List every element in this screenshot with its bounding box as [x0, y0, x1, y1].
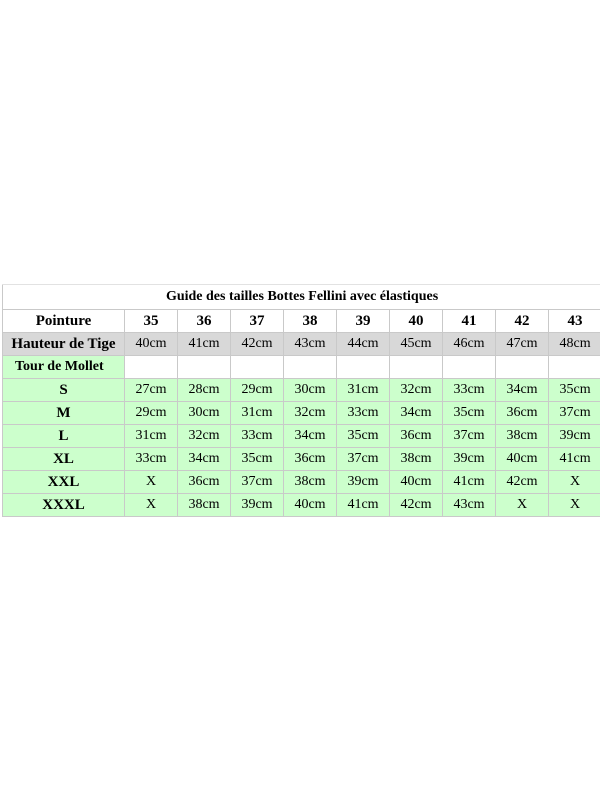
- calf-measure-cell: X: [549, 494, 600, 517]
- pointure-size-cell: 38: [284, 310, 337, 333]
- calf-size-row: [3, 425, 600, 448]
- calf-size-label: XXL: [3, 471, 125, 494]
- size-table: [2, 284, 600, 517]
- calf-measure-cell: 33cm: [337, 402, 390, 425]
- calf-measure-cell: 28cm: [178, 379, 231, 402]
- shaft-height-cell: 44cm: [337, 333, 390, 356]
- shaft-height-cell: 45cm: [390, 333, 443, 356]
- calf-measure-cell: 31cm: [125, 425, 178, 448]
- calf-measure-cell: 33cm: [231, 425, 284, 448]
- calf-measure-cell: X: [125, 471, 178, 494]
- shaft-height-label: Hauteur de Tige: [3, 333, 125, 356]
- calf-measure-cell: 32cm: [284, 402, 337, 425]
- calf-measure-cell: 39cm: [549, 425, 600, 448]
- shaft-height-cell: 40cm: [125, 333, 178, 356]
- calf-size-row: [3, 402, 600, 425]
- size-table-body: [3, 285, 600, 517]
- calf-measure-cell: 35cm: [549, 379, 600, 402]
- calf-measure-cell: 34cm: [284, 425, 337, 448]
- calf-measure-cell: 43cm: [443, 494, 496, 517]
- calf-measure-cell: 36cm: [496, 402, 549, 425]
- pointure-label: Pointure: [3, 310, 125, 333]
- calf-measure-cell: 36cm: [178, 471, 231, 494]
- pointure-size-cell: 36: [178, 310, 231, 333]
- calf-measure-cell: 29cm: [231, 379, 284, 402]
- calf-measure-cell: 40cm: [284, 494, 337, 517]
- calf-measure-cell: 38cm: [390, 448, 443, 471]
- calf-measure-cell: 34cm: [178, 448, 231, 471]
- calf-header-empty-cell: [125, 356, 178, 379]
- calf-header-empty-cell: [443, 356, 496, 379]
- pointure-row: [3, 310, 600, 333]
- calf-header-empty-cell: [496, 356, 549, 379]
- calf-measure-cell: 29cm: [125, 402, 178, 425]
- calf-header-empty-cell: [284, 356, 337, 379]
- shaft-height-cell: 41cm: [178, 333, 231, 356]
- calf-measure-cell: 35cm: [231, 448, 284, 471]
- calf-measure-cell: 33cm: [125, 448, 178, 471]
- calf-measure-cell: 42cm: [390, 494, 443, 517]
- calf-size-label: S: [3, 379, 125, 402]
- calf-measure-cell: 41cm: [443, 471, 496, 494]
- calf-measure-cell: 35cm: [443, 402, 496, 425]
- calf-measure-cell: 27cm: [125, 379, 178, 402]
- calf-measure-cell: 37cm: [443, 425, 496, 448]
- calf-measure-cell: 37cm: [231, 471, 284, 494]
- calf-label: Tour de Mollet: [3, 356, 125, 379]
- pointure-size-cell: 35: [125, 310, 178, 333]
- calf-measure-cell: 42cm: [496, 471, 549, 494]
- calf-size-row: [3, 471, 600, 494]
- calf-measure-cell: 31cm: [337, 379, 390, 402]
- shaft-height-cell: 47cm: [496, 333, 549, 356]
- calf-measure-cell: 30cm: [284, 379, 337, 402]
- calf-header-empty-cell: [178, 356, 231, 379]
- calf-measure-cell: 39cm: [443, 448, 496, 471]
- calf-measure-cell: 30cm: [178, 402, 231, 425]
- size-guide: [2, 284, 600, 517]
- shaft-height-cell: 46cm: [443, 333, 496, 356]
- calf-measure-cell: 34cm: [496, 379, 549, 402]
- calf-size-row: [3, 379, 600, 402]
- calf-header-empty-cell: [337, 356, 390, 379]
- calf-measure-cell: 40cm: [496, 448, 549, 471]
- title-row: [3, 285, 600, 310]
- calf-measure-cell: 41cm: [337, 494, 390, 517]
- calf-size-row: [3, 448, 600, 471]
- calf-measure-cell: 40cm: [390, 471, 443, 494]
- shaft-height-cell: 48cm: [549, 333, 600, 356]
- calf-measure-cell: 38cm: [284, 471, 337, 494]
- calf-measure-cell: 31cm: [231, 402, 284, 425]
- shaft-height-cell: 43cm: [284, 333, 337, 356]
- shaft-height-cell: 42cm: [231, 333, 284, 356]
- pointure-size-cell: 40: [390, 310, 443, 333]
- calf-measure-cell: 38cm: [178, 494, 231, 517]
- pointure-size-cell: 43: [549, 310, 600, 333]
- calf-measure-cell: 41cm: [549, 448, 600, 471]
- calf-size-row: [3, 494, 600, 517]
- calf-size-label: M: [3, 402, 125, 425]
- pointure-size-cell: 39: [337, 310, 390, 333]
- calf-header-empty-cell: [231, 356, 284, 379]
- calf-measure-cell: 37cm: [549, 402, 600, 425]
- calf-size-label: L: [3, 425, 125, 448]
- table-title: Guide des tailles Bottes Fellini avec élastiques: [3, 285, 600, 310]
- pointure-size-cell: 41: [443, 310, 496, 333]
- pointure-size-cell: 42: [496, 310, 549, 333]
- calf-measure-cell: X: [125, 494, 178, 517]
- calf-measure-cell: 36cm: [390, 425, 443, 448]
- calf-measure-cell: 39cm: [337, 471, 390, 494]
- calf-measure-cell: 34cm: [390, 402, 443, 425]
- calf-measure-cell: X: [496, 494, 549, 517]
- calf-measure-cell: 35cm: [337, 425, 390, 448]
- calf-header-empty-cell: [390, 356, 443, 379]
- calf-measure-cell: 38cm: [496, 425, 549, 448]
- calf-size-label: XL: [3, 448, 125, 471]
- calf-measure-cell: 39cm: [231, 494, 284, 517]
- calf-measure-cell: 32cm: [390, 379, 443, 402]
- calf-measure-cell: X: [549, 471, 600, 494]
- calf-measure-cell: 37cm: [337, 448, 390, 471]
- shaft-height-row: [3, 333, 600, 356]
- calf-measure-cell: 36cm: [284, 448, 337, 471]
- calf-size-label: XXXL: [3, 494, 125, 517]
- calf-header-row: [3, 356, 600, 379]
- calf-measure-cell: 32cm: [178, 425, 231, 448]
- calf-header-empty-cell: [549, 356, 600, 379]
- pointure-size-cell: 37: [231, 310, 284, 333]
- calf-measure-cell: 33cm: [443, 379, 496, 402]
